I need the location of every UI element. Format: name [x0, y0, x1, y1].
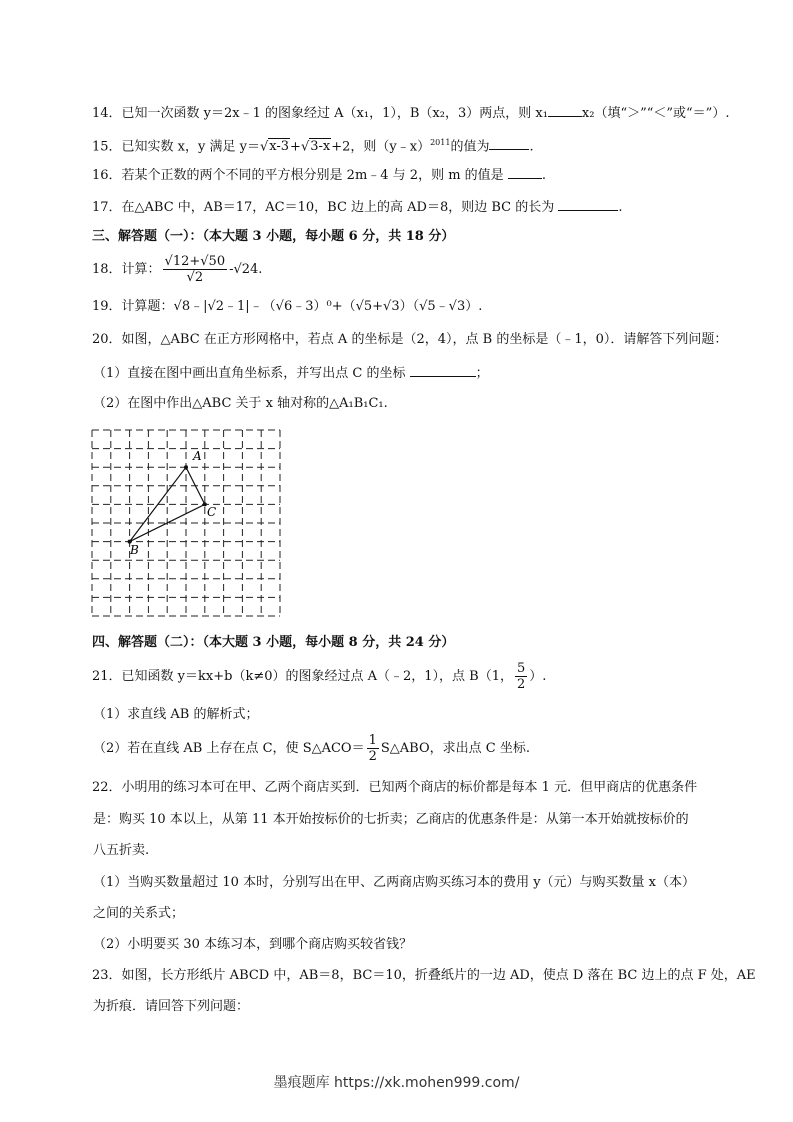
question-23-line-1: 23．如图，长方形纸片 ABCD 中，AB＝8，BC＝10，折叠纸片的一边 AD，使点 D 落在 BC 边上的点 F 处，AE [92, 968, 756, 983]
question-14: 14．已知一次函数 y＝2x﹣1 的图象经过 A（x₁，1），B（x₂，3）两点，则 x₁ x₂（填“＞”“＜”或“＝”）. [92, 106, 730, 121]
question-23-line-2: 为折痕．请回答下列问题： [93, 999, 250, 1014]
fraction: $\frac{1}{2}$ [368, 733, 377, 764]
question-22-line-1: 22．小明用的练习本可在甲、乙两个商店买到．已知两个商店的标价都是每本 1 元．但甲商店的优惠条件 [92, 780, 698, 795]
question-16: 16．若某个正数的两个不同的平方根分别是 2m﹣4 与 2，则 m 的值是 . [92, 168, 546, 183]
point-b-label: B [130, 543, 139, 557]
question-15: 15．已知实数 x，y 满足 y＝√x-3+√3-x+2，则（y﹣x）$^{2011}$的值为 . [92, 138, 534, 155]
answer-blank [558, 198, 618, 211]
grid-figure [90, 428, 282, 618]
question-21-part-2: （2）若在直线 AB 上存在点 C，使 S△ACO＝ $\frac{1}{2}$ S△ABO，求出点 C 坐标. [93, 733, 530, 764]
point-c-label: C [207, 505, 217, 519]
fraction: $\frac{√12+√50}{√2}$ [164, 254, 226, 285]
answer-blank [508, 166, 542, 179]
question-22-part-1: （1）当购买数量超过 10 本时，分别写出在甲、乙两商店购买练习本的费用 y（元）与购买数量 x（本） [93, 875, 696, 890]
question-22-part-2: （2）小明要买 30 本练习本，到哪个商店购买较省钱？ [93, 937, 413, 952]
question-21: 21．已知函数 y＝kx+b（k≠0）的图象经过点 A（﹣2，1），点 B（1， $\frac{5}{2}$ ）. [92, 661, 547, 692]
question-17: 17．在△ABC 中，AB＝17，AC＝10，BC 边上的高 AD＝8，则边 BC 的长为 . [92, 200, 623, 215]
question-20-part-2: （2）在图中作出△ABC 关于 x 轴对称的△A₁B₁C₁. [93, 396, 388, 411]
answer-blank [489, 137, 529, 150]
fraction: $\frac{5}{2}$ [517, 661, 526, 692]
question-22-line-2: 是：购买 10 本以上，从第 11 本开始按标价的七折卖；乙商店的优惠条件是：从第一本开始就按标价的 [93, 812, 689, 827]
question-20: 20．如图，△ABC 在正方形网格中，若点 A 的坐标是（2，4），点 B 的坐标是（﹣1，0）．请解答下列问题： [92, 332, 728, 347]
question-20-part-1: （1）直接在图中画出直角坐标系，并写出点 C 的坐标 ； [93, 366, 489, 381]
section-3-heading: 三、解答题（一）：（本大题 3 小题，每小题 6 分，共 18 分） [92, 229, 455, 244]
section-4-heading: 四、解答题（二）：（本大题 3 小题，每小题 8 分，共 24 分） [92, 635, 455, 650]
question-18: 18．计算： $\frac{√12+√50}{√2}$ -√24. [92, 254, 263, 285]
question-19: 19．计算题：√8﹣|√2﹣1|﹣（√6﹣3）⁰+（√5+√3）（√5﹣√3）. [92, 299, 483, 314]
point-a-label: A [193, 449, 202, 463]
answer-blank [548, 104, 582, 117]
question-22-line-3: 八五折卖. [93, 843, 150, 858]
footer-watermark: 墨痕题库 https://xk.mohen999.com/ [273, 1075, 520, 1091]
question-21-part-1: （1）求直线 AB 的解析式； [93, 707, 259, 722]
question-22-part-1-cont: 之间的关系式； [93, 906, 185, 921]
answer-blank [410, 364, 476, 377]
